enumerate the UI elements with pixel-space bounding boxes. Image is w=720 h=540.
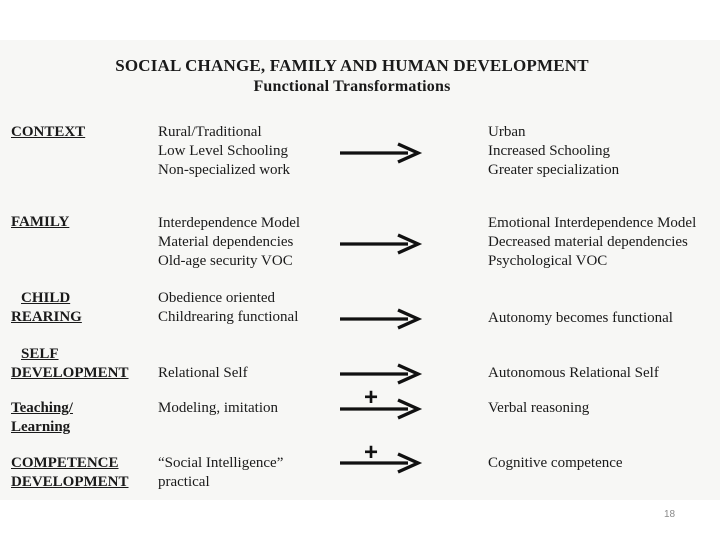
to-item: Urban [488, 124, 526, 140]
from-item: Old-age security VOC [158, 253, 293, 269]
to-item: Psychological VOC [488, 253, 608, 269]
to-item: Cognitive competence [488, 455, 623, 471]
category-label: Learning [11, 419, 71, 435]
from-item: Obedience oriented [158, 290, 276, 306]
from-item: Childrearing functional [158, 309, 299, 325]
arrow-self-development [340, 365, 418, 383]
category-label: CONTEXT [11, 124, 86, 140]
category-label: CHILD [21, 290, 71, 306]
slide-title: SOCIAL CHANGE, FAMILY AND HUMAN DEVELOPMENT [115, 56, 589, 75]
to-item: Verbal reasoning [488, 400, 590, 416]
slide-subtitle: Functional Transformations [253, 78, 451, 95]
arrow-context [340, 144, 418, 162]
from-item: Material dependencies [158, 234, 294, 250]
category-label: FAMILY [11, 214, 70, 230]
category-label: SELF [21, 346, 59, 362]
arrow-teaching-learning [340, 400, 418, 418]
from-item: Interdependence Model [158, 215, 301, 231]
plus-marker: + [363, 384, 379, 411]
to-item: Increased Schooling [488, 143, 611, 159]
to-item: Decreased material dependencies [488, 234, 688, 250]
arrow-competence-development [340, 454, 418, 472]
to-item: Autonomous Relational Self [488, 365, 659, 381]
plus-marker: + [363, 439, 379, 466]
from-item: Low Level Schooling [158, 143, 288, 159]
from-item: practical [158, 474, 210, 490]
to-item: Autonomy becomes functional [488, 310, 673, 326]
from-item: Modeling, imitation [158, 400, 278, 416]
from-item: Non-specialized work [158, 162, 291, 178]
arrow-child-rearing [340, 310, 418, 328]
from-item: Rural/Traditional [158, 124, 262, 140]
to-item: Emotional Interdependence Model [488, 215, 697, 231]
to-item: Greater specialization [488, 162, 620, 178]
category-label: DEVELOPMENT [11, 365, 129, 381]
page-number: 18 [664, 509, 676, 520]
arrow-family [340, 235, 418, 253]
from-item: Relational Self [158, 365, 248, 381]
category-label: Teaching/ [11, 400, 73, 416]
category-label: DEVELOPMENT [11, 474, 129, 490]
category-label: COMPETENCE [11, 455, 119, 471]
from-item: “Social Intelligence” [158, 455, 284, 471]
category-label: REARING [11, 309, 82, 325]
